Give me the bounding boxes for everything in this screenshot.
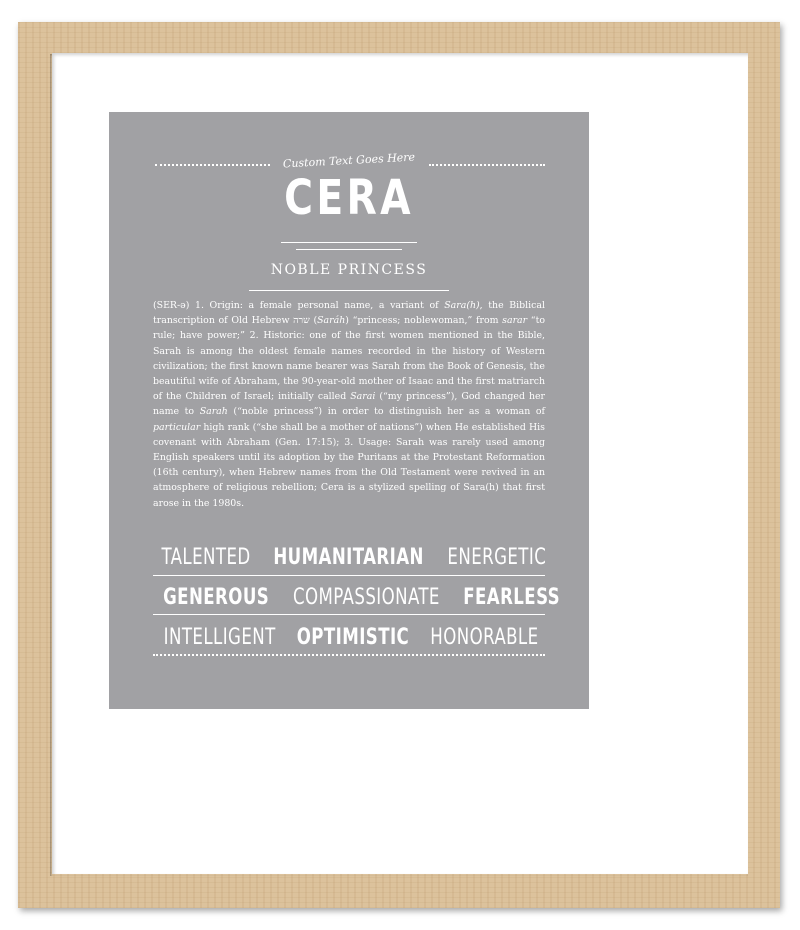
title-rule-lower xyxy=(296,249,402,250)
name-print xyxy=(109,112,589,709)
trait-word: HONORABLE xyxy=(430,624,539,650)
trait-line-1 xyxy=(153,542,545,572)
definition-text: “to rule; have power;” 2. Historic: one of the first women mentioned in the Bible, Sarah is among the oldest female names recorded in the history of Western civilization; the first known name bearer was Sarah from the Book of Genesis, the beautiful wife of Abraham, the 90-year-old mother of Isaac and the first matriarch of the Children of Israel; initially called xyxy=(153,315,546,403)
definition-text: (“my princess”), God changed her name to xyxy=(153,391,546,418)
trait-line-3 xyxy=(153,622,545,652)
title-rule-upper xyxy=(281,242,417,243)
definition-italic-term: Sara(h) xyxy=(444,300,480,311)
trait-word: GENEROUS xyxy=(163,584,270,610)
definition-italic-term: particular xyxy=(153,421,201,433)
definition-italic-term: Sarai xyxy=(350,391,376,403)
definition-italic-term: sarar xyxy=(502,315,528,327)
definition-text: (“noble princess”) in order to distinguish her as a woman of xyxy=(227,406,545,418)
definition-text: , the Biblical transcription of Old Hebrew שרה ( xyxy=(153,300,545,327)
definition-italic-term: Sarah xyxy=(199,406,228,418)
definition-text: (SER-ə) 1. Origin: a female personal name, a variant of xyxy=(153,300,445,311)
dotted-line-right xyxy=(429,164,545,166)
definition-text: high rank (“she shall be a mother of nations”) when He established His covenant with Abraham (Gen. 17:15); 3. Usage: Sarah was rarely used among English speakers until its adoption by the Puritans at the Protestant Reformation (16th century), when Hebrew names from the Old Testament were revived in an atmosphere of religious rebellion; Cera is a stylized spelling of Sara(h) that first arose in the 1980s. xyxy=(153,421,545,509)
definition-italic-term: Saráh xyxy=(317,315,346,327)
trait-word: INTELLIGENT xyxy=(163,624,276,650)
trait-line-2 xyxy=(153,582,561,612)
trait-word: OPTIMISTIC xyxy=(297,624,410,650)
trait-word: ENERGETIC xyxy=(447,544,547,570)
meaning-rule xyxy=(249,290,449,291)
trait-word: HUMANITARIAN xyxy=(273,544,424,570)
name-definition xyxy=(153,298,545,518)
trait-word: TALENTED xyxy=(161,544,251,570)
name-title: CERA xyxy=(284,170,414,226)
trait-separator xyxy=(153,575,545,576)
trait-word: COMPASSIONATE xyxy=(293,584,441,610)
trait-separator xyxy=(153,614,545,615)
custom-text: Custom Text Goes Here xyxy=(282,150,416,171)
trait-dotted-rule xyxy=(153,654,545,656)
trait-word: FEARLESS xyxy=(463,584,561,610)
definition-text: ) “princess; noblewoman,” from xyxy=(345,315,503,327)
name-meaning: NOBLE PRINCESS xyxy=(270,262,428,278)
